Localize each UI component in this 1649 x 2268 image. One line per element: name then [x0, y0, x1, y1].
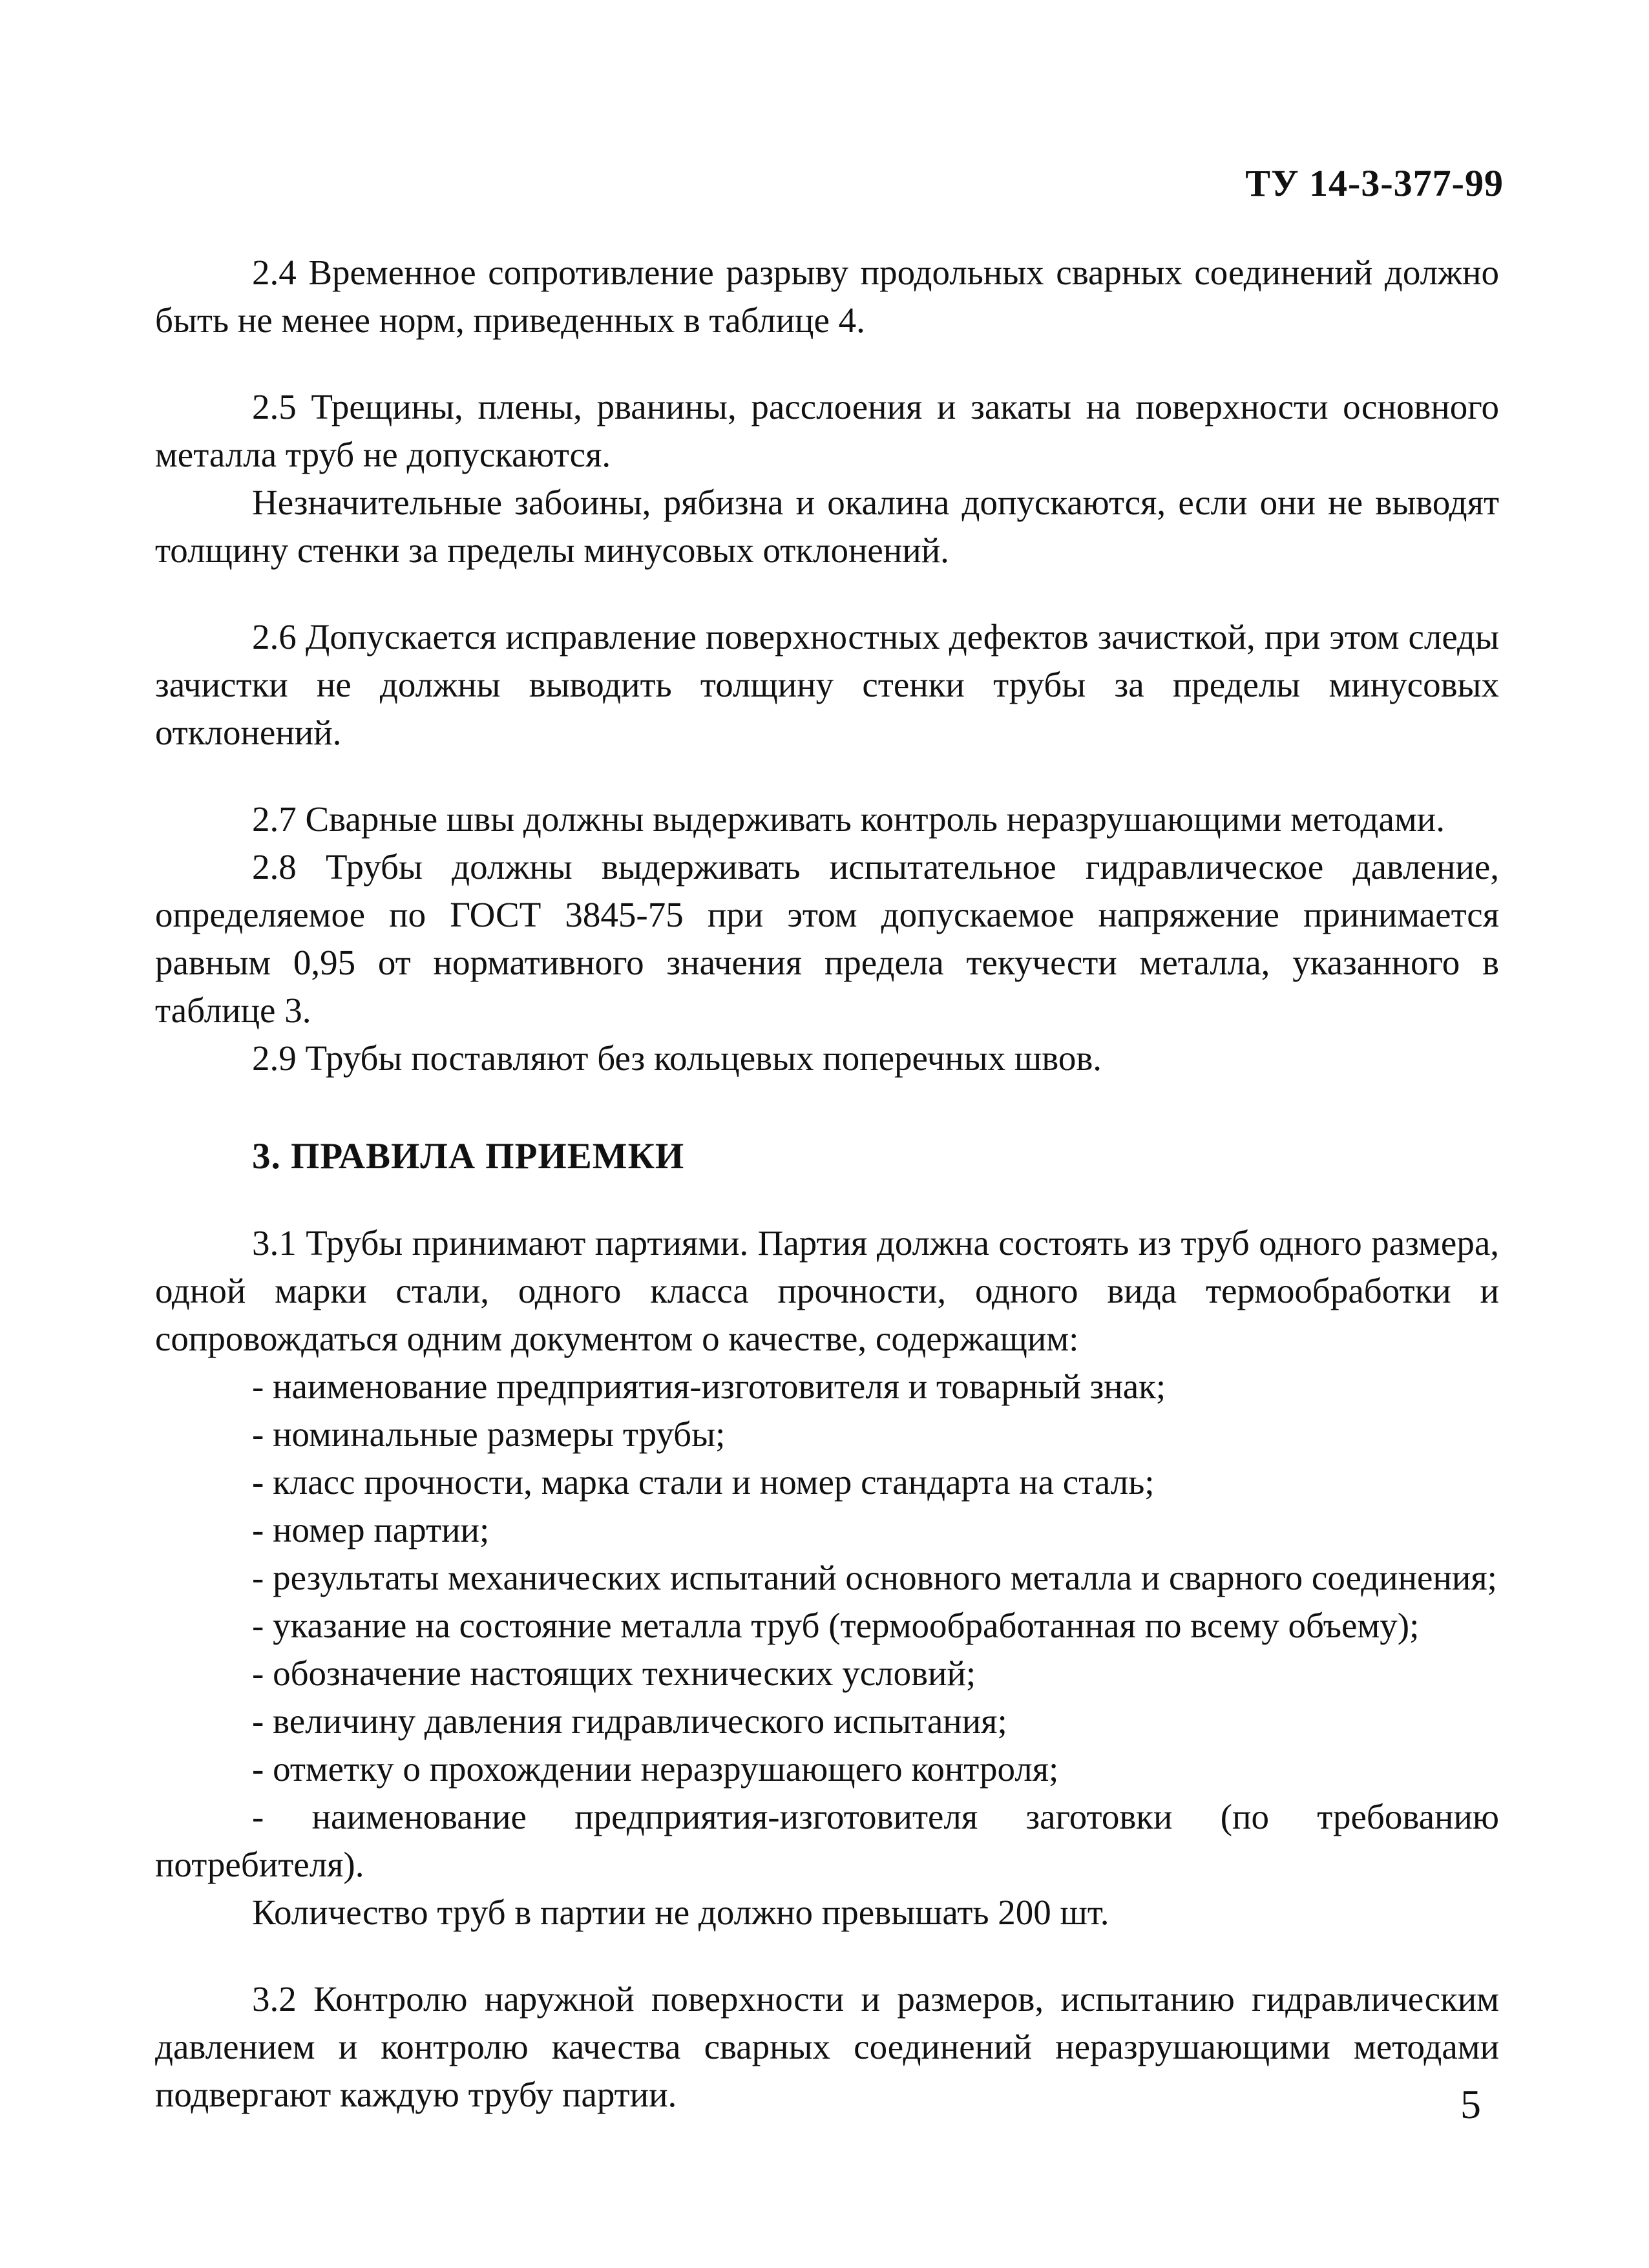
document-number: ТУ 14-3-377-99: [1245, 162, 1504, 204]
list-item: - класс прочности, марка стали и номер стандарта на сталь;: [252, 1462, 1155, 1502]
list-item: - обозначение настоящих технических условий;: [252, 1654, 976, 1693]
list-item: - отметку о прохождении неразрушающего контроля;: [252, 1749, 1059, 1789]
paragraph-3-1-end: Количество труб в партии не должно превышать 200 шт.: [252, 1893, 1109, 1932]
list-item: - величину давления гидравлического испытания;: [252, 1701, 1007, 1741]
list-item: - результаты механических испытаний основного металла и сварного соединения;: [252, 1558, 1497, 1597]
paragraph-2-4: 2.4 Временное сопротивление разрыву продольных сварных соединений должно быть не менее норм, приведенных в таблице 4.: [155, 253, 1499, 340]
list-item: - указание на состояние металла труб (термообработанная по всему объему);: [252, 1606, 1420, 1645]
document-body: [155, 249, 1499, 2119]
page-number: 5: [1460, 2081, 1481, 2127]
paragraph-2-5: 2.5 Трещины, плены, рванины, расслоения и закаты на поверхности основного металла труб не допускаются.: [155, 387, 1499, 474]
paragraph-2-7: 2.7 Сварные швы должны выдерживать контроль неразрушающими методами.: [252, 799, 1445, 839]
paragraph-3-2: 3.2 Контролю наружной поверхности и размеров, испытанию гидравлическим давлением и контролю качества сварных соединений неразрушающими методами подвергают каждую трубу партии.: [155, 1979, 1499, 2114]
list-item: - наименование предприятия-изготовителя и товарный знак;: [252, 1367, 1166, 1406]
paragraph-2-8: 2.8 Трубы должны выдерживать испытательное гидравлическое давление, определяемое по ГОСТ 3845-75 при этом допускаемое напряжение принимается равным 0,95 от нормативного значения предела текучести металла, указанного в таблице 3.: [155, 847, 1499, 1030]
paragraph-2-6: 2.6 Допускается исправление поверхностных дефектов зачисткой, при этом следы зачистки не должны выводить толщину стенки трубы за пределы минусовых отклонений.: [155, 617, 1499, 752]
paragraph-2-5-note: Незначительные забоины, рябизна и окалина допускаются, если они не выводят толщину стенки за пределы минусовых отклонений.: [155, 483, 1499, 570]
paragraph-2-9: 2.9 Трубы поставляют без кольцевых поперечных швов.: [252, 1038, 1102, 1078]
list-item: - номинальные размеры трубы;: [252, 1414, 726, 1454]
list-item: - наименование предприятия-изготовителя заготовки (по требованию потребителя).: [155, 1797, 1499, 1884]
section-3-title: 3. ПРАВИЛА ПРИЕМКИ: [252, 1136, 685, 1177]
list-item: - номер партии;: [252, 1510, 490, 1549]
paragraph-3-1: 3.1 Трубы принимают партиями. Партия должна состоять из труб одного размера, одной марки стали, одного класса прочности, одного вида термообработки и сопровождаться одним документом о качестве, содержащим:: [155, 1223, 1499, 1358]
